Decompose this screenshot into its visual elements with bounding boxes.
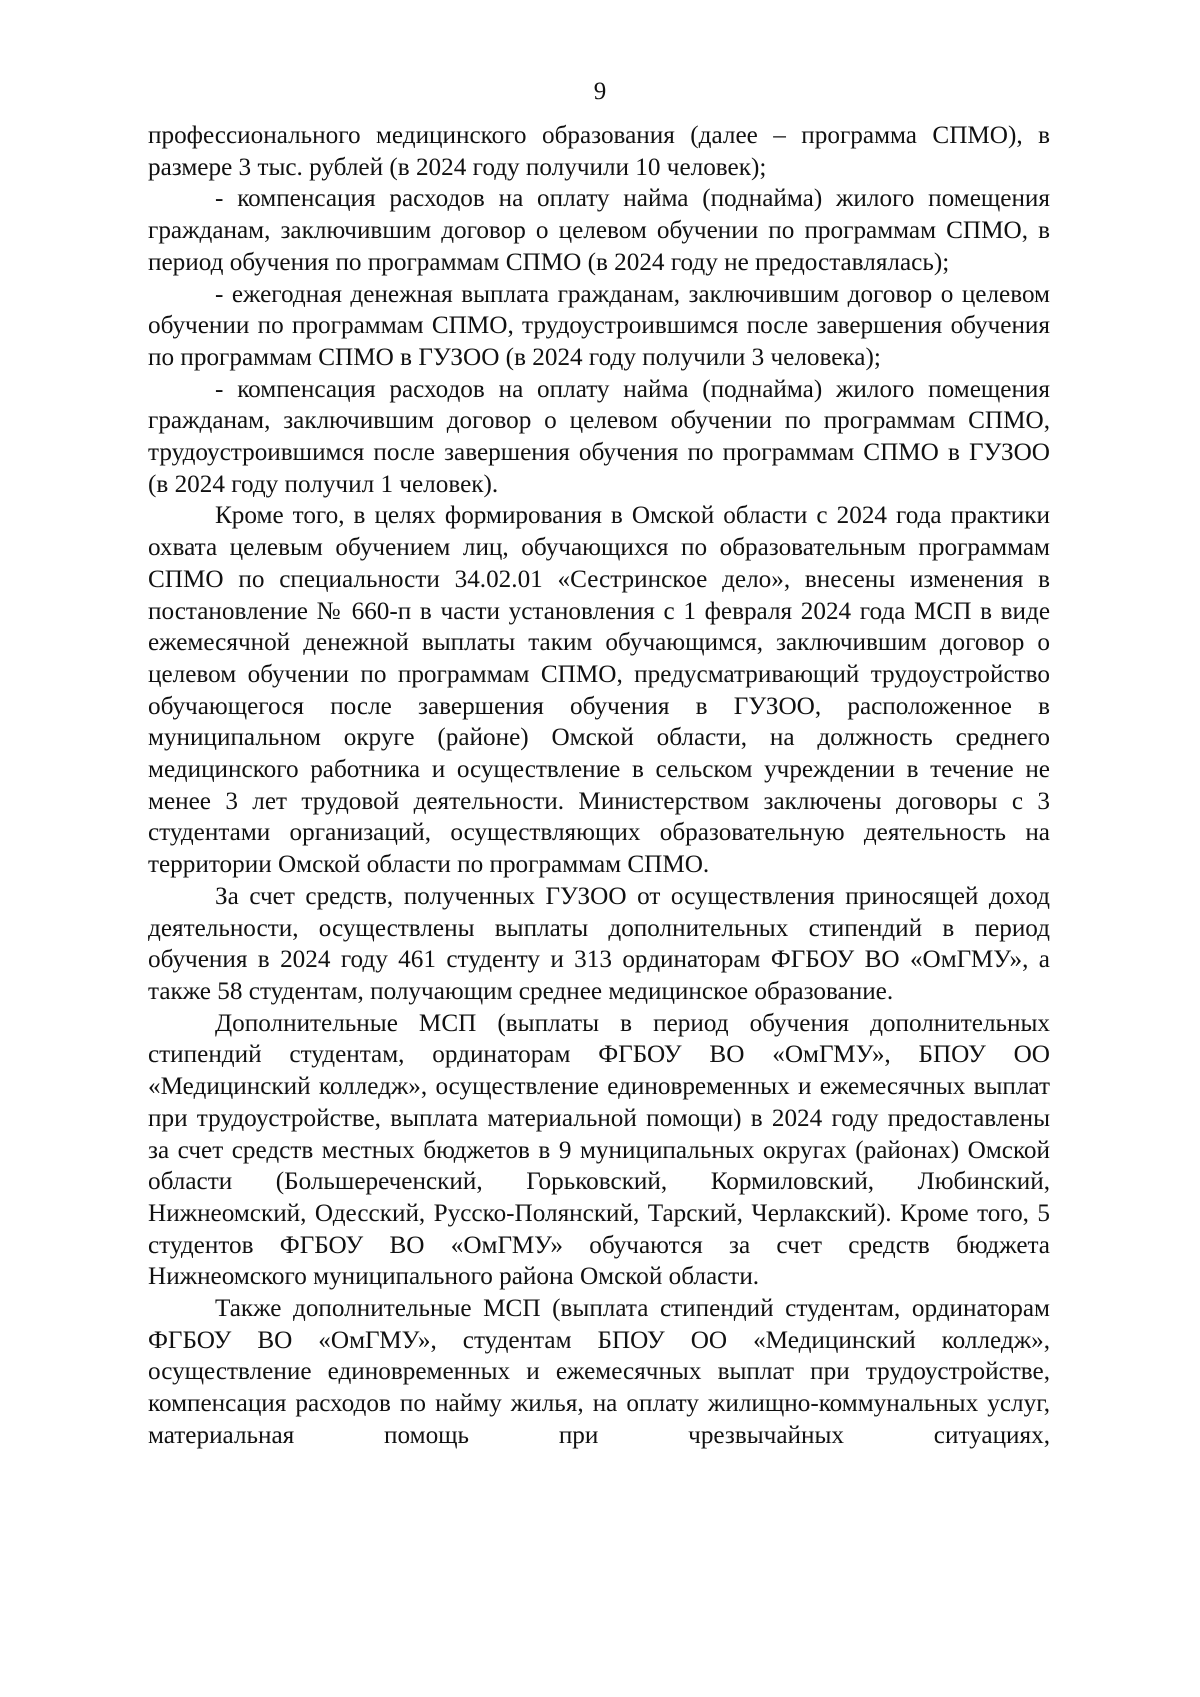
paragraph-additional-msp: Также дополнительные МСП (выплата стипендий студентам, ординаторам ФГБОУ ВО «ОмГМУ», студентам БПОУ ОО «Медицинский колледж», осуществление единовременных и ежемесячных выплат при трудоустройстве, компенсация расходов по найму жилья, на оплату жилищно-коммунальных услуг, материальная помощь при чрезвычайных ситуациях, — [148, 1295, 1050, 1449]
paragraph-housing-compensation-employed: - компенсация расходов на оплату найма (поднайма) жилого помещения гражданам, заключившим договор о целевом обучении по программам СПМО, трудоустроившимся после завершения обучения по программам СПМО в ГУЗОО (в 2024 году получил 1 человек). — [148, 375, 1050, 498]
page-number: 9 — [593, 78, 607, 105]
paragraph-annual-payment: - ежегодная денежная выплата гражданам, заключившим договор о целевом обучении по программам СПМО, трудоустроившимся после завершения обучения по программам СПМО в ГУЗОО (в 2024 году получили 3 человека); — [148, 280, 1050, 371]
document-body — [148, 120, 1050, 1452]
paragraph-spmo-intro: профессионального медицинского образования (далее – программа СПМО), в размере 3 тыс. рублей (в 2024 году получили 10 человек); — [148, 122, 1050, 181]
paragraph-local-budgets: Дополнительные МСП (выплаты в период обучения дополнительных стипендий студентам, ординаторам ФГБОУ ВО «ОмГМУ», БПОУ ОО «Медицинский колледж», осуществление единовременных и ежемесячных выплат при трудоустройстве, выплата материальной помощи) в 2024 году предоставлены за счет средств местных бюджетов в 9 муниципальных округах (районах) Омской области (Большереченский, Горьковский, Кормиловский, Любинский, Нижнеомский, Одесский, Русско-Полянский, Тарский, Черлакский). Кроме того, 5 студентов ФГБОУ ВО «ОмГМУ» обучаются за счет средств бюджета Нижнеомского муниципального района Омской области. — [148, 1009, 1050, 1291]
paragraph-nursing-target-training: Кроме того, в целях формирования в Омской области с 2024 года практики охвата целевым обучением лиц, обучающихся по образовательным программам СПМО по специальности 34.02.01 «Сестринское дело», внесены изменения в постановление № 660-п в части установления с 1 февраля 2024 года МСП в виде ежемесячной денежной выплаты таким обучающимся, заключившим договор о целевом обучении по программам СПМО, предусматривающий трудоустройство обучающегося после завершения обучения в ГУЗОО, расположенное в муниципальном округе (районе) Омской области, на должность среднего медицинского работника и осуществление в сельском учреждении в течение не менее 3 лет трудовой деятельности. Министерством заключены договоры с 3 студентами организаций, осуществляющих образовательную деятельность на территории Омской области по программам СПМО. — [148, 502, 1050, 879]
paragraph-housing-compensation-study: - компенсация расходов на оплату найма (поднайма) жилого помещения гражданам, заключившим договор о целевом обучении по программам СПМО, в период обучения по программам СПМО (в 2024 году не предоставлялась); — [148, 185, 1050, 276]
paragraph-additional-scholarships: За счет средств, полученных ГУЗОО от осуществления приносящей доход деятельности, осуществлены выплаты дополнительных стипендий в период обучения в 2024 году 461 студенту и 313 ординаторам ФГБОУ ВО «ОмГМУ», а также 58 студентам, получающим среднее медицинское образование. — [148, 882, 1050, 1005]
